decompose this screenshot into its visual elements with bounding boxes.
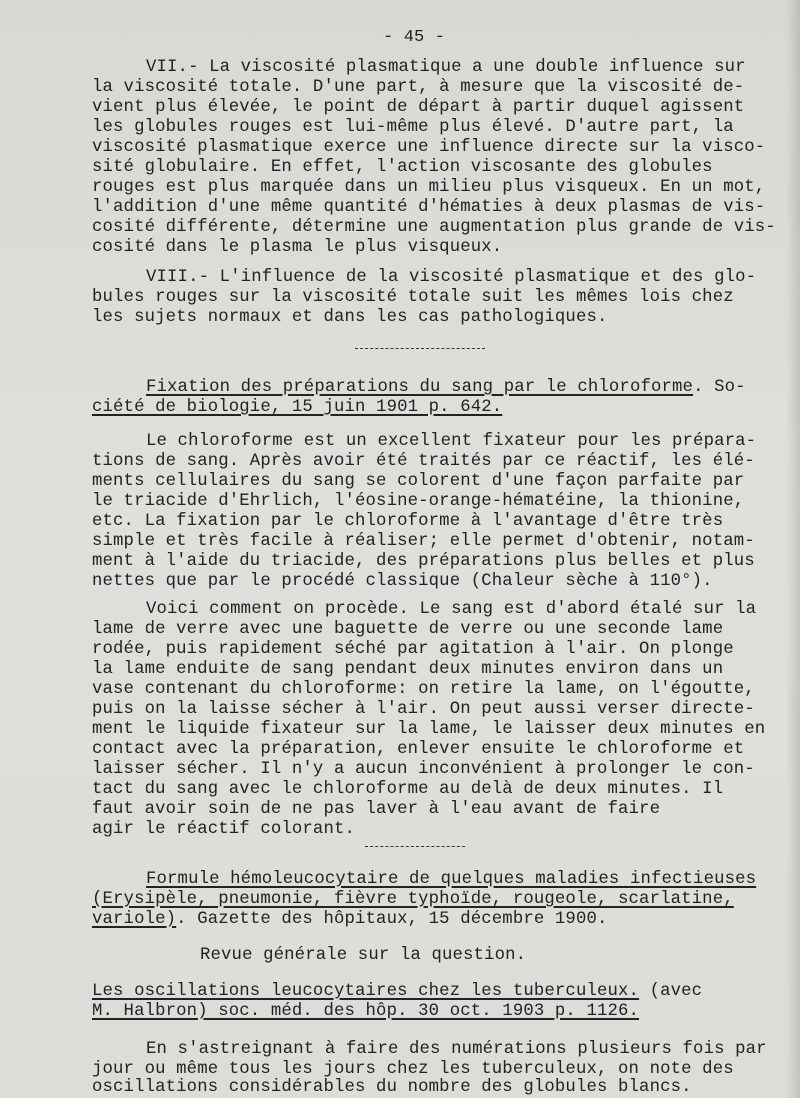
text-line: faut avoir soin de ne pas laver à l'eau avant de faire	[92, 800, 661, 819]
text-line: cosité dans le plasma le plus visqueux.	[92, 238, 503, 257]
heading-line	[92, 982, 702, 1002]
text-line: Le chloroforme est un excellent fixateur pour les prépara-	[146, 432, 757, 451]
text-line: tact du sang avec le chloroforme au delà de deux minutes. Il	[92, 780, 724, 799]
heading-line	[146, 378, 746, 398]
text-line: la viscosité totale. D'une part, à mesure que la viscosité de-	[92, 78, 745, 97]
heading-line	[92, 910, 608, 930]
text-line: le triacide d'Ehrlich, l'éosine-orange-hématéine, la thionine,	[92, 492, 745, 511]
heading-tail: . Gazette des hôpitaux, 15 décembre 1900.	[176, 910, 608, 929]
text-line: ment le liquide fixateur sur la lame, le laisser deux minutes en	[92, 720, 766, 739]
heading-title: variole)	[92, 910, 177, 929]
heading-title: Les oscillations leucocytaires chez les tuberculeux.	[92, 982, 640, 1001]
text-line: puis on la laisse sécher à l'air. On peut aussi verser directe-	[92, 700, 755, 719]
text-line: oscillations considérables du nombre des globules blancs.	[92, 1078, 692, 1097]
heading-tail: . So-	[693, 378, 746, 397]
text-line: viscosité plasmatique exerce une influence directe sur la visco-	[92, 138, 766, 157]
page-number: - 45 -	[383, 28, 446, 47]
text-line: etc. La fixation par le chloroforme à l'avantage d'être très	[92, 512, 724, 531]
section-divider	[365, 846, 465, 847]
text-line: VIII.- L'influence de la viscosité plasmatique et des glo-	[146, 268, 757, 287]
text-line: bules rouges sur la viscosité totale suit les mêmes lois chez	[92, 288, 734, 307]
text-line: ments cellulaires du sang se colorent d'une façon parfaite par	[92, 472, 745, 491]
text-line: vient plus élevée, le point de départ à partir duquel agissent	[92, 98, 745, 117]
text-line: VII.- La viscosité plasmatique a une double influence sur	[146, 58, 746, 77]
heading-line: Formule hémoleucocytaire de quelques maladies infectieuses	[146, 870, 757, 889]
text-line: ment à l'aide du triacide, des préparations plus belles et plus	[92, 552, 755, 571]
heading-line: ciété de biologie, 15 juin 1901 p. 642.	[92, 398, 503, 417]
text-line: les globules rouges est lui-même plus élevé. D'autre part, la	[92, 118, 734, 137]
text-line: sité globulaire. En effet, l'action viscosante des globules	[92, 158, 713, 177]
page-edge-shadow	[786, 0, 800, 1098]
text-line: simple et très facile à réaliser; elle permet d'obtenir, notam-	[92, 532, 755, 551]
text-line: la lame enduite de sang pendant deux minutes environ dans un	[92, 660, 724, 679]
heading-line: (Erysipèle, pneumonie, fièvre typhoïde, rougeole, scarlatine,	[92, 890, 734, 909]
formule-note: Revue générale sur la question.	[200, 946, 527, 965]
text-line: jour ou même tous les jours chez les tuberculeux, on note des	[92, 1060, 734, 1079]
heading-title: Fixation des préparations du sang par le chloroforme	[146, 378, 694, 397]
text-line: En s'astreignant à faire des numérations plusieurs fois par	[146, 1040, 767, 1059]
text-line: nettes que par le procédé classique (Chaleur sèche à 110°).	[92, 572, 713, 591]
text-line: lame de verre avec une baguette de verre ou une seconde lame	[92, 620, 724, 639]
text-line: tions de sang. Après avoir été traités par ce réactif, les élé-	[92, 452, 755, 471]
text-line: les sujets normaux et dans les cas pathologiques.	[92, 308, 608, 327]
text-line: vase contenant du chloroforme: on retire la lame, on l'égoutte,	[92, 680, 755, 699]
text-line: agir le réactif colorant.	[92, 820, 356, 839]
text-line: contact avec la préparation, enlever ensuite le chloroforme et	[92, 740, 745, 759]
text-line: cosité différente, détermine une augmentation plus grande de vis-	[92, 218, 776, 237]
section-divider	[355, 348, 485, 349]
text-line: laisser sécher. Il n'y a aucun inconvénient à prolonger le con-	[92, 760, 755, 779]
text-line: l'addition d'une même quantité d'hématies à deux plasmas de vis-	[92, 198, 766, 217]
heading-line: M. Halbron) soc. méd. des hôp. 30 oct. 1903 p. 1126.	[92, 1002, 640, 1021]
text-line: rouges est plus marquée dans un milieu plus visqueux. En un mot,	[92, 178, 766, 197]
text-line: rodée, puis rapidement séché par agitation à l'air. On plonge	[92, 640, 734, 659]
heading-tail: (avec	[639, 982, 703, 1001]
text-line: Voici comment on procède. Le sang est d'abord étalé sur la	[146, 600, 757, 619]
